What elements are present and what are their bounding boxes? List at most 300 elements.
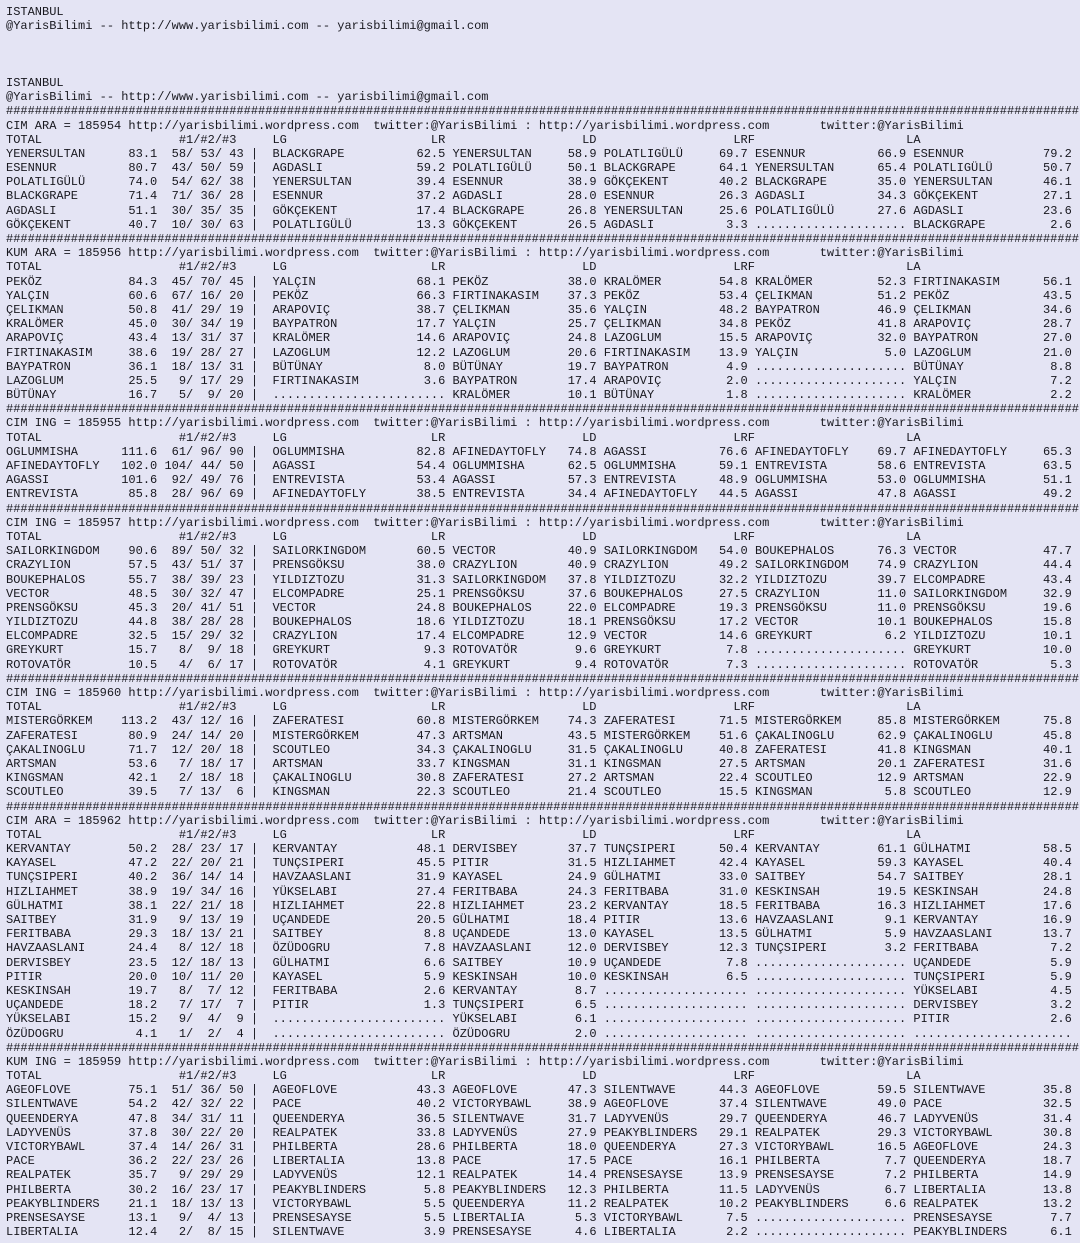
lrf-cell: ..................... bbox=[754, 217, 914, 232]
city-title: ISTANBUL bbox=[6, 75, 64, 90]
la-cell: ARTSMAN 22.9 bbox=[913, 771, 1072, 786]
win-place-counts: 34/ 31/ 11 | bbox=[157, 1111, 273, 1126]
horse-name: SAILORKINGDOM bbox=[6, 544, 107, 559]
horse-name: MISTERGÖRKEM bbox=[6, 714, 107, 729]
stat-row bbox=[6, 317, 1080, 331]
lrf-cell: ARTSMAN 20.1 bbox=[754, 756, 914, 771]
blank-line bbox=[6, 62, 1080, 76]
la-cell: SCOUTLEO 12.9 bbox=[913, 785, 1072, 800]
total-score: 36.2 bbox=[106, 1154, 158, 1169]
horse-name: PRENSGÖKSU bbox=[6, 600, 107, 615]
horse-name: KINGSMAN bbox=[6, 771, 107, 786]
contact-line: @YarisBilimi -- http://www.yarisbilimi.com -- yarisbilimi@gmail.com bbox=[6, 19, 489, 34]
total-score: 25.5 bbox=[106, 373, 158, 388]
lg-cell: POLATLIGÜLÜ 13.3 bbox=[272, 217, 453, 232]
stat-row bbox=[6, 785, 1080, 799]
lrf-cell: AGDASLI 34.3 bbox=[754, 189, 914, 204]
la-cell: PEKÖZ 43.5 bbox=[913, 288, 1072, 303]
total-score: 90.6 bbox=[106, 544, 158, 559]
win-place-counts: 28/ 23/ 17 | bbox=[157, 842, 273, 857]
stat-row bbox=[6, 1225, 1080, 1239]
lrf-cell: KINGSMAN 5.8 bbox=[754, 785, 914, 800]
la-cell: AGEOFLOVE 24.3 bbox=[913, 1140, 1072, 1154]
horse-name: DERVISBEY bbox=[6, 955, 107, 970]
win-place-counts: 16/ 23/ 17 | bbox=[157, 1182, 273, 1197]
lr-cell: ENTREVISTA 34.4 bbox=[452, 487, 604, 502]
win-place-counts: 20/ 41/ 51 | bbox=[157, 600, 273, 615]
ld-cell: PITIR 13.6 bbox=[603, 913, 755, 927]
horse-name: ÇELIKMAN bbox=[6, 302, 107, 317]
horse-name: CRAZYLION bbox=[6, 558, 107, 573]
la-cell: BOUKEPHALOS 15.8 bbox=[913, 615, 1072, 630]
horse-name: YILDIZTOZU bbox=[6, 615, 107, 630]
lg-cell: YALÇIN 68.1 bbox=[272, 274, 453, 289]
stat-row bbox=[6, 360, 1080, 374]
lrf-cell: LADYVENÜS 6.7 bbox=[754, 1182, 914, 1197]
la-cell: ENTREVISTA 63.5 bbox=[913, 459, 1072, 473]
la-cell: YILDIZTOZU 10.1 bbox=[913, 629, 1072, 644]
total-score: 20.0 bbox=[106, 969, 158, 984]
la-cell: AGDASLI 23.6 bbox=[913, 203, 1072, 218]
stat-row bbox=[6, 956, 1080, 970]
total-score: 75.1 bbox=[106, 1083, 158, 1098]
horse-name: KAYASEL bbox=[6, 856, 107, 871]
ld-cell: KESKINSAH 6.5 bbox=[603, 969, 755, 984]
la-cell: YENERSULTAN 46.1 bbox=[913, 175, 1072, 190]
ld-cell: TUNÇSIPERI 50.4 bbox=[603, 842, 755, 857]
lr-cell: AGDASLI 28.0 bbox=[452, 189, 604, 204]
total-score: 47.8 bbox=[106, 1111, 158, 1126]
lr-cell: AGASSI 57.3 bbox=[452, 473, 604, 488]
win-place-counts: 43/ 51/ 37 | bbox=[157, 558, 273, 573]
win-place-counts: 30/ 22/ 20 | bbox=[157, 1125, 273, 1140]
lrf-cell: AFINEDAYTOFLY 69.7 bbox=[754, 444, 914, 459]
ld-cell: ARAPOVIÇ 2.0 bbox=[603, 373, 755, 388]
total-score: 37.8 bbox=[106, 1125, 158, 1140]
lrf-cell: QUEENDERYA 46.7 bbox=[754, 1111, 914, 1126]
la-cell: MISTERGÖRKEM 75.8 bbox=[913, 714, 1072, 729]
total-score: 15.2 bbox=[106, 1012, 158, 1027]
lrf-cell: KESKINSAH 19.5 bbox=[754, 884, 914, 899]
la-cell: POLATLIGÜLÜ 50.7 bbox=[913, 161, 1072, 176]
stat-row bbox=[6, 147, 1080, 161]
lrf-cell: BOUKEPHALOS 76.3 bbox=[754, 544, 914, 559]
ld-cell: YILDIZTOZU 32.2 bbox=[603, 572, 755, 587]
lrf-cell: ..................... bbox=[754, 359, 914, 374]
stat-row bbox=[6, 842, 1080, 856]
lg-cell: CRAZYLION 17.4 bbox=[272, 629, 453, 644]
total-score: 10.5 bbox=[106, 657, 158, 672]
win-place-counts: 1/ 2/ 4 | bbox=[157, 1026, 273, 1041]
win-place-counts: 12/ 20/ 18 | bbox=[157, 742, 273, 757]
stat-row bbox=[6, 714, 1080, 728]
horse-name: ELCOMPADRE bbox=[6, 629, 107, 644]
ld-cell: DERVISBEY 12.3 bbox=[603, 941, 755, 956]
stat-row bbox=[6, 856, 1080, 870]
stat-row bbox=[6, 175, 1080, 189]
stat-row bbox=[6, 473, 1080, 487]
horse-name: TUNÇSIPERI bbox=[6, 870, 107, 885]
stat-row bbox=[6, 927, 1080, 941]
lrf-cell: OGLUMMISHA 53.0 bbox=[754, 473, 914, 488]
win-place-counts: 9/ 29/ 29 | bbox=[157, 1168, 273, 1183]
lr-cell: ESENNUR 38.9 bbox=[452, 175, 604, 190]
blank-line bbox=[6, 48, 1080, 62]
lrf-cell: ÇAKALINOGLU 62.9 bbox=[754, 728, 914, 743]
la-cell: UÇANDEDE 5.9 bbox=[913, 955, 1072, 970]
lr-cell: PACE 17.5 bbox=[452, 1154, 604, 1169]
ld-cell: ENTREVISTA 48.9 bbox=[603, 473, 755, 488]
section-separator: ##################################################################################################################################################### bbox=[6, 501, 1079, 516]
stat-row bbox=[6, 445, 1080, 459]
lr-cell: ROTOVATÖR 9.6 bbox=[452, 643, 604, 658]
ld-cell: ÇAKALINOGLU 40.8 bbox=[603, 742, 755, 757]
lrf-cell: ..................... bbox=[754, 388, 914, 403]
stat-row bbox=[6, 899, 1080, 913]
column-header-row: TOTAL #1/#2/#3 LG LR LD LRF LA bbox=[6, 132, 921, 147]
lrf-cell: ..................... bbox=[754, 969, 914, 984]
lrf-cell: SAITBEY 54.7 bbox=[754, 870, 914, 885]
lg-cell: ........................ bbox=[272, 1012, 453, 1027]
stat-row bbox=[6, 629, 1080, 643]
la-cell: FERITBABA 7.2 bbox=[913, 941, 1072, 956]
section-separator: ##################################################################################################################################################### bbox=[6, 402, 1079, 417]
la-cell: KINGSMAN 40.1 bbox=[913, 742, 1072, 757]
win-place-counts: 38/ 39/ 23 | bbox=[157, 572, 273, 587]
la-cell: TUNÇSIPERI 5.9 bbox=[913, 969, 1072, 984]
win-place-counts: 43/ 12/ 16 | bbox=[157, 714, 273, 729]
lg-cell: HIZLIAHMET 22.8 bbox=[272, 898, 453, 913]
lrf-cell: PRENSESAYSE 7.2 bbox=[754, 1168, 914, 1183]
lg-cell: KRALÖMER 14.6 bbox=[272, 331, 453, 346]
lr-cell: REALPATEK 14.4 bbox=[452, 1168, 604, 1183]
lg-cell: ENTREVISTA 53.4 bbox=[272, 473, 453, 488]
total-score: 80.7 bbox=[106, 161, 158, 176]
win-place-counts: 71/ 36/ 28 | bbox=[157, 189, 273, 204]
lr-cell: LIBERTALIA 5.3 bbox=[452, 1210, 604, 1225]
la-cell: HAVZAASLANI 13.7 bbox=[913, 927, 1072, 942]
lr-cell: ELCOMPADRE 12.9 bbox=[452, 629, 604, 644]
total-score: 38.6 bbox=[106, 345, 158, 360]
horse-name: ÇAKALINOGLU bbox=[6, 742, 107, 757]
lr-cell: BAYPATRON 17.4 bbox=[452, 373, 604, 388]
total-score: 50.8 bbox=[106, 302, 158, 317]
lrf-cell: ..................... bbox=[754, 1026, 914, 1041]
ld-cell: REALPATEK 10.2 bbox=[603, 1196, 755, 1211]
total-score: 83.1 bbox=[106, 146, 158, 161]
total-score: 24.4 bbox=[106, 941, 158, 956]
win-place-counts: 4/ 6/ 17 | bbox=[157, 657, 273, 672]
stat-row bbox=[6, 587, 1080, 601]
lg-cell: PEAKYBLINDERS 5.8 bbox=[272, 1182, 453, 1197]
lr-cell: YÜKSELABI 6.1 bbox=[452, 1012, 604, 1027]
lr-cell: VECTOR 40.9 bbox=[452, 544, 604, 559]
win-place-counts: 22/ 21/ 18 | bbox=[157, 898, 273, 913]
lr-cell: KAYASEL 24.9 bbox=[452, 870, 604, 885]
lrf-cell: PEAKYBLINDERS 6.6 bbox=[754, 1196, 914, 1211]
lg-cell: ROTOVATÖR 4.1 bbox=[272, 657, 453, 672]
total-score: 45.3 bbox=[106, 600, 158, 615]
total-score: 54.2 bbox=[106, 1097, 158, 1112]
lrf-cell: PEKÖZ 41.8 bbox=[754, 317, 914, 332]
horse-name: ARAPOVIÇ bbox=[6, 331, 107, 346]
la-cell: FIRTINAKASIM 56.1 bbox=[913, 274, 1072, 289]
win-place-counts: 2/ 8/ 15 | bbox=[157, 1225, 273, 1240]
la-cell: ESENNUR 79.2 bbox=[913, 146, 1072, 161]
section-separator: ##################################################################################################################################################### bbox=[6, 104, 1079, 119]
lrf-cell: ESENNUR 66.9 bbox=[754, 146, 914, 161]
section-separator: ##################################################################################################################################################### bbox=[6, 799, 1079, 814]
la-cell: YÜKSELABI 4.5 bbox=[913, 983, 1072, 998]
lg-cell: LADYVENÜS 12.1 bbox=[272, 1168, 453, 1183]
la-cell: QUEENDERYA 18.7 bbox=[913, 1154, 1072, 1169]
lg-cell: YILDIZTOZU 31.3 bbox=[272, 572, 453, 587]
win-place-counts: 22/ 20/ 21 | bbox=[157, 856, 273, 871]
win-place-counts: 89/ 50/ 32 | bbox=[157, 544, 273, 559]
stat-row bbox=[6, 643, 1080, 657]
stat-row bbox=[6, 1083, 1080, 1097]
lrf-cell: BAYPATRON 46.9 bbox=[754, 302, 914, 317]
la-cell: PRENSESAYSE 7.7 bbox=[913, 1210, 1072, 1225]
total-score: 40.7 bbox=[106, 217, 158, 232]
stat-row bbox=[6, 1197, 1080, 1211]
horse-name: GÖKÇEKENT bbox=[6, 217, 107, 232]
stat-row bbox=[6, 1027, 1080, 1041]
lg-cell: SILENTWAVE 3.9 bbox=[272, 1225, 453, 1240]
ld-cell: PRENSGÖKSU 17.2 bbox=[603, 615, 755, 630]
total-score: 84.3 bbox=[106, 274, 158, 289]
lrf-cell: ..................... bbox=[754, 998, 914, 1013]
intro-block-repeat bbox=[6, 76, 1080, 104]
win-place-counts: 10/ 30/ 63 | bbox=[157, 217, 273, 232]
total-score: 16.7 bbox=[106, 388, 158, 403]
total-score: 101.6 bbox=[106, 473, 158, 488]
stat-row bbox=[6, 658, 1080, 672]
ld-cell: ESENNUR 26.3 bbox=[603, 189, 755, 204]
horse-name: PHILBERTA bbox=[6, 1182, 107, 1197]
horse-name: ROTOVATÖR bbox=[6, 657, 107, 672]
la-cell: SAILORKINGDOM 32.9 bbox=[913, 586, 1072, 601]
lg-cell: BOUKEPHALOS 18.6 bbox=[272, 615, 453, 630]
la-cell: SILENTWAVE 35.8 bbox=[913, 1083, 1072, 1098]
horse-name: ZAFERATESI bbox=[6, 728, 107, 743]
lr-cell: SAITBEY 10.9 bbox=[452, 955, 604, 970]
lr-cell: HAVZAASLANI 12.0 bbox=[452, 941, 604, 956]
section-header-line: CIM ARA = 185954 http://yarisbilimi.wordpress.com twitter:@YarisBilimi : http://yarisbilimi.wordpress.com twitter:@YarisBilimi bbox=[6, 118, 964, 133]
total-score: 30.2 bbox=[106, 1182, 158, 1197]
lrf-cell: GREYKURT 6.2 bbox=[754, 629, 914, 644]
total-score: 47.2 bbox=[106, 856, 158, 871]
win-place-counts: 30/ 35/ 35 | bbox=[157, 203, 273, 218]
lrf-cell: HAVZAASLANI 9.1 bbox=[754, 913, 914, 927]
lrf-cell: ..................... bbox=[754, 955, 914, 970]
la-cell: LIBERTALIA 13.8 bbox=[913, 1182, 1072, 1197]
la-cell: ÇELIKMAN 34.6 bbox=[913, 302, 1072, 317]
total-score: 31.9 bbox=[106, 913, 158, 927]
section-header-line: CIM ING = 185960 http://yarisbilimi.wordpress.com twitter:@YarisBilimi : http://yarisbilimi.wordpress.com twitter:@YarisBilimi bbox=[6, 686, 964, 700]
win-place-counts: 104/ 44/ 50 | bbox=[157, 459, 273, 473]
win-place-counts: 10/ 11/ 20 | bbox=[157, 969, 273, 984]
lrf-cell: POLATLIGÜLÜ 27.6 bbox=[754, 203, 914, 218]
lr-cell: KRALÖMER 10.1 bbox=[452, 388, 604, 403]
la-cell: KRALÖMER 2.2 bbox=[913, 388, 1072, 403]
ld-cell: ELCOMPADRE 19.3 bbox=[603, 600, 755, 615]
total-score: 71.4 bbox=[106, 189, 158, 204]
win-place-counts: 9/ 17/ 29 | bbox=[157, 373, 273, 388]
stat-row bbox=[6, 1211, 1080, 1225]
lrf-cell: YENERSULTAN 65.4 bbox=[754, 161, 914, 176]
horse-name: UÇANDEDE bbox=[6, 998, 107, 1013]
la-cell: VICTORYBAWL 30.8 bbox=[913, 1125, 1072, 1140]
ld-cell: AGASSI 76.6 bbox=[603, 444, 755, 459]
lg-cell: BLACKGRAPE 62.5 bbox=[272, 146, 453, 161]
win-place-counts: 19/ 34/ 16 | bbox=[157, 884, 273, 899]
total-score: 71.7 bbox=[106, 742, 158, 757]
stat-row bbox=[6, 573, 1080, 587]
horse-name: FERITBABA bbox=[6, 927, 107, 942]
lg-cell: KERVANTAY 48.1 bbox=[272, 842, 453, 857]
lr-cell: MISTERGÖRKEM 74.3 bbox=[452, 714, 604, 729]
lg-cell: YÜKSELABI 27.4 bbox=[272, 884, 453, 899]
lrf-cell: ZAFERATESI 41.8 bbox=[754, 742, 914, 757]
win-place-counts: 18/ 13/ 21 | bbox=[157, 927, 273, 942]
horse-name: ÖZÜDOGRU bbox=[6, 1026, 107, 1041]
lg-cell: PEKÖZ 66.3 bbox=[272, 288, 453, 303]
stat-row bbox=[6, 984, 1080, 998]
stat-row bbox=[6, 374, 1080, 388]
horse-name: GÜLHATMI bbox=[6, 898, 107, 913]
lr-cell: SILENTWAVE 31.7 bbox=[452, 1111, 604, 1126]
ld-cell: KAYASEL 13.5 bbox=[603, 927, 755, 942]
ld-cell: GÖKÇEKENT 40.2 bbox=[603, 175, 755, 190]
ld-cell: SCOUTLEO 15.5 bbox=[603, 785, 755, 800]
lr-cell: UÇANDEDE 13.0 bbox=[452, 927, 604, 942]
section-header-line: CIM ING = 185955 http://yarisbilimi.wordpress.com twitter:@YarisBilimi : http://yarisbilimi.wordpress.com twitter:@YarisBilimi bbox=[6, 416, 964, 431]
lrf-cell: PRENSGÖKSU 11.0 bbox=[754, 600, 914, 615]
column-header-row: TOTAL #1/#2/#3 LG LR LD LRF LA bbox=[6, 827, 921, 842]
lrf-cell: PHILBERTA 7.7 bbox=[754, 1154, 914, 1169]
lg-cell: HAVZAASLANI 31.9 bbox=[272, 870, 453, 885]
ld-cell: POLATLIGÜLÜ 69.7 bbox=[603, 146, 755, 161]
stat-row bbox=[6, 1097, 1080, 1111]
lr-cell: BOUKEPHALOS 22.0 bbox=[452, 600, 604, 615]
total-score: 40.2 bbox=[106, 870, 158, 885]
la-cell: PITIR 2.6 bbox=[913, 1012, 1072, 1027]
ld-cell: FERITBABA 31.0 bbox=[603, 884, 755, 899]
ld-cell: PHILBERTA 11.5 bbox=[603, 1182, 755, 1197]
horse-name: GREYKURT bbox=[6, 643, 107, 658]
intro-block-top bbox=[6, 5, 1080, 33]
lr-cell: POLATLIGÜLÜ 50.1 bbox=[452, 161, 604, 176]
stat-row bbox=[6, 388, 1080, 402]
stat-row bbox=[6, 218, 1080, 232]
win-place-counts: 30/ 34/ 19 | bbox=[157, 317, 273, 332]
lr-cell: ARAPOVIÇ 24.8 bbox=[452, 331, 604, 346]
la-cell: KERVANTAY 16.9 bbox=[913, 913, 1072, 927]
la-cell: ZAFERATESI 31.6 bbox=[913, 756, 1072, 771]
la-cell: PEAKYBLINDERS 6.1 bbox=[913, 1225, 1072, 1240]
stat-row bbox=[6, 1112, 1080, 1126]
lr-cell: GÖKÇEKENT 26.5 bbox=[452, 217, 604, 232]
horse-name: AGASSI bbox=[6, 473, 107, 488]
win-place-counts: 9/ 4/ 9 | bbox=[157, 1012, 273, 1027]
win-place-counts: 18/ 13/ 31 | bbox=[157, 359, 273, 374]
la-cell: ...................... bbox=[913, 1026, 1072, 1041]
total-score: 21.1 bbox=[106, 1196, 158, 1211]
ld-cell: .................... bbox=[603, 983, 755, 998]
horse-name: AFINEDAYTOFLY bbox=[6, 459, 107, 473]
ld-cell: ZAFERATESI 71.5 bbox=[603, 714, 755, 729]
stat-row bbox=[6, 275, 1080, 289]
section-header-line: CIM ARA = 185962 http://yarisbilimi.wordpress.com twitter:@YarisBilimi : http://yarisbilimi.wordpress.com twitter:@YarisBilimi bbox=[6, 813, 964, 828]
total-score: 74.0 bbox=[106, 175, 158, 190]
ld-cell: PRENSESAYSE 13.9 bbox=[603, 1168, 755, 1183]
horse-name: ESENNUR bbox=[6, 161, 107, 176]
total-score: 15.7 bbox=[106, 643, 158, 658]
win-place-counts: 8/ 9/ 18 | bbox=[157, 643, 273, 658]
win-place-counts: 9/ 4/ 13 | bbox=[157, 1210, 273, 1225]
ld-cell: KINGSMAN 27.5 bbox=[603, 756, 755, 771]
lrf-cell: ÇELIKMAN 51.2 bbox=[754, 288, 914, 303]
lg-cell: GREYKURT 9.3 bbox=[272, 643, 453, 658]
stat-row bbox=[6, 729, 1080, 743]
horse-name: AGDASLI bbox=[6, 203, 107, 218]
total-score: 44.8 bbox=[106, 615, 158, 630]
ld-cell: OGLUMMISHA 59.1 bbox=[603, 459, 755, 473]
lr-cell: TUNÇSIPERI 6.5 bbox=[452, 998, 604, 1013]
win-place-counts: 13/ 31/ 37 | bbox=[157, 331, 273, 346]
ld-cell: KERVANTAY 18.5 bbox=[603, 898, 755, 913]
horse-name: ENTREVISTA bbox=[6, 487, 107, 502]
la-cell: BAYPATRON 27.0 bbox=[913, 331, 1072, 346]
lrf-cell: ..................... bbox=[754, 1012, 914, 1027]
la-cell: PACE 32.5 bbox=[913, 1097, 1072, 1112]
lg-cell: TUNÇSIPERI 45.5 bbox=[272, 856, 453, 871]
lr-cell: AFINEDAYTOFLY 74.8 bbox=[452, 444, 604, 459]
horse-name: BLACKGRAPE bbox=[6, 189, 107, 204]
lg-cell: PRENSESAYSE 5.5 bbox=[272, 1210, 453, 1225]
win-place-counts: 51/ 36/ 50 | bbox=[157, 1083, 273, 1098]
lrf-cell: CRAZYLION 11.0 bbox=[754, 586, 914, 601]
la-cell: BLACKGRAPE 2.6 bbox=[913, 217, 1072, 232]
win-place-counts: 67/ 16/ 20 | bbox=[157, 288, 273, 303]
lrf-cell: KRALÖMER 52.3 bbox=[754, 274, 914, 289]
ld-cell: AGEOFLOVE 37.4 bbox=[603, 1097, 755, 1112]
lg-cell: VICTORYBAWL 5.5 bbox=[272, 1196, 453, 1211]
column-header-row: TOTAL #1/#2/#3 LG LR LD LRF LA bbox=[6, 700, 921, 715]
lg-cell: AGASSI 54.4 bbox=[272, 459, 453, 473]
lrf-cell: ..................... bbox=[754, 1225, 914, 1240]
lr-cell: FIRTINAKASIM 37.3 bbox=[452, 288, 604, 303]
stat-row bbox=[6, 289, 1080, 303]
horse-name: SCOUTLEO bbox=[6, 785, 107, 800]
lg-cell: GÖKÇEKENT 17.4 bbox=[272, 203, 453, 218]
lg-cell: KAYASEL 5.9 bbox=[272, 969, 453, 984]
section-separator: ##################################################################################################################################################### bbox=[6, 1040, 1079, 1055]
lrf-cell: ..................... bbox=[754, 643, 914, 658]
total-score: 111.6 bbox=[106, 444, 158, 459]
horse-name: HAVZAASLANI bbox=[6, 941, 107, 956]
lr-cell: ZAFERATESI 27.2 bbox=[452, 771, 604, 786]
total-score: 42.1 bbox=[106, 771, 158, 786]
la-cell: SAITBEY 28.1 bbox=[913, 870, 1072, 885]
lr-cell: ARTSMAN 43.5 bbox=[452, 728, 604, 743]
ld-cell: LADYVENÜS 29.7 bbox=[603, 1111, 755, 1126]
win-place-counts: 19/ 28/ 27 | bbox=[157, 345, 273, 360]
horse-name: OGLUMMISHA bbox=[6, 444, 107, 459]
section-separator: ##################################################################################################################################################### bbox=[6, 232, 1079, 246]
lrf-cell: REALPATEK 29.3 bbox=[754, 1125, 914, 1140]
